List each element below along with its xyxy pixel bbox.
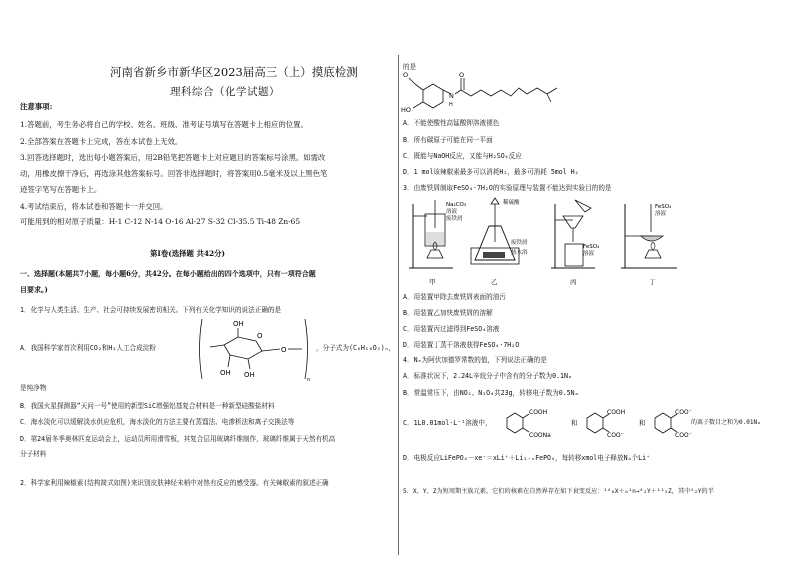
reagent-label: Na₂CO₃ [446,202,467,208]
q1-option-a-cont: 是纯净物 [20,384,47,392]
hydroxyl-label: HO [401,106,412,114]
apparatus-yi [471,198,528,286]
connector-label: 和 [639,419,646,427]
reagent-label: 废铁屑 [446,216,463,222]
q2-option-c: C．既能与NaOH反应，又能与H₂SO₄反应 [403,152,522,160]
group-label: COO⁻ [675,432,692,439]
q2-stem-cont: 的是 [403,63,417,71]
apparatus-caption: 甲 [429,278,436,286]
q4-option-d: D．电极反应LiFePO₄－xe⁻＝xLi⁺＋Li₁₋ₓFePO₄，每转移xmol电子释放Nₐ个Li⁺ [403,454,651,462]
q3-option-a: A．用装置甲除去废铁屑表面的油污 [403,293,506,301]
oh-label: OH [244,371,255,379]
section-intro: 目要求。) [20,285,48,294]
group-label: COO⁻ [675,409,692,416]
q1-option-d: D．第24届冬季奥林匹克运动会上，运动员所用滑雪板，其复合层用玻璃纤维制作，玻璃纤维属于天然有机高 [20,435,336,443]
oh-label: OH [220,369,231,377]
amide-hydrogen-label: H [449,102,453,108]
q1-option-a: A．我国科学家首次利用CO₂和H₂人工合成淀粉 [20,344,156,352]
connector-label: 和 [571,419,578,427]
q4-option-c: C．1L0.01mol·L⁻¹溶液中， [403,419,492,427]
apparatus-jia [409,200,466,286]
oh-label: OH [233,320,244,328]
reagent-label: 废铁屑 [511,240,528,246]
reagent-label: 稀硫酸 [503,200,520,206]
apparatus-diagram [405,196,695,288]
section-title: 第Ⅰ卷(选择题 共42分) [150,249,226,258]
q1-option-a-formula: ，分子式为(C₆H₁₀O₅)ₙ， [316,344,396,352]
q1-option-d-cont: 分子材料 [20,450,47,458]
q3-stem: 3．由废铁屑制取FeSO₄·7H₂O的实验原理与装置不能达到实验目的的是 [403,184,612,192]
ring-oxygen-label: O [257,332,263,340]
note-item: 4.考试结束后，将本试卷和答题卡一并交回。 [20,202,168,211]
q2-stem: 2．科学家利用辣椒素(结构简式如图)来识别皮肤神经末梢中对热有反应的感受器。有关辣椒素的叙述正确 [20,479,329,487]
apparatus-bing [551,200,600,286]
q1-option-b: B．我国火星探测器“天问一号”使用的新型SiC增强铝基复合材料是一种新型硅酸盐材料 [20,402,275,410]
q2-option-a: A．不能使酸性高锰酸钾溶液褪色 [403,119,500,127]
bridge-oxygen-label: O [281,346,287,354]
capsaicin-structure [401,68,591,116]
phthalate-structures [499,404,713,446]
page-title: 河南省新乡市新华区2023届高三（上）摸底检测 [110,65,358,79]
q4-option-a: A．标准状况下，2.24L辛烷分子中含有的分子数为0.1Nₐ [403,372,572,380]
note-item: 迹签字笔写在答题卡上。 [20,185,102,194]
apparatus-caption: 乙 [491,278,498,286]
q1-stem: 1．化学与人类生活、生产、社会可持续发展密切相关。下列有关化学知识的说法正确的是 [20,306,282,314]
right-column [399,0,794,562]
q3-option-d: D．用装置丁蒸干溶液获得FeSO₄·7H₂O [403,341,520,349]
q3-option-b: B．用装置乙加快废铁屑的溶解 [403,309,493,317]
q4-stem: 4．Nₐ为阿伏加德罗常数的值，下列说法正确的是 [403,356,547,364]
q4-option-c-suffix: 的离子数目之和为0.01Nₐ [691,419,761,426]
repeat-unit-label: n [307,377,311,383]
group-label: COO⁻ [607,432,624,439]
apparatus-ding [621,204,677,286]
note-item: 2.全部答案在答题卡上完成，答在本试卷上无效。 [20,137,183,146]
apparatus-caption: 丁 [649,278,656,286]
reagent-label: 溶液 [583,251,595,257]
note-item: 3.回答选择题时，选出每小题答案后，用2B铅笔把答题卡上对应题目的答案标号涂黑。如需改 [20,153,326,162]
section-intro: 一、选择题(本题共7小题，每小题6分，共42分。在每小题给出的四个选项中，只有一项符合题 [20,269,316,278]
q4-option-b: B．常温常压下，由NO₂、N₂O₄共23g，转移电子数为0.5Nₐ [403,389,579,397]
q3-option-c: C．用装置丙过滤得到FeSO₄溶液 [403,325,500,333]
group-label: COOH [529,409,548,416]
reagent-label: 热水浴 [511,250,528,256]
starch-structure [196,315,314,383]
note-item: 1.答题前，考生务必将自己的学校、姓名、班级、准考证号填写在答题卡上相应的位置。 [20,120,308,129]
q2-option-b: B．所有碳原子可能在同一平面 [403,136,493,144]
reagent-label: FeSO₄ [583,244,600,250]
page-subtitle: 理科综合（化学试题） [170,86,280,98]
reagent-label: 溶液 [446,209,458,215]
reagent-label: FeSO₄ [655,204,672,210]
apparatus-caption: 丙 [570,278,577,286]
carbonyl-oxygen-label: O [459,71,465,79]
q5-stem: 5．X、Y、Z为短周期主族元素，它们的核素在自然界存在如下衰变反应：¹⁴₆X＋₀¹n→⁴₂Y＋¹¹₅Z，其中⁵₂Y的半 [403,488,714,495]
atomic-mass-line: 可能用到的相对原子质量：H-1 C-12 N-14 O-16 Al-27 S-32 Cl-35.5 Ti-48 Zn-65 [20,217,301,226]
q1-option-c: C．海水淡化可以缓解淡水供应危机，海水淡化的方法主要有蒸馏法、电渗析法和离子交换法等 [20,418,295,426]
reagent-label: 溶液 [655,211,667,217]
note-item: 动，用橡皮擦干净后，再选涂其他答案标号。回答非选择题时，将答案用0.5毫米及以上黑色笔 [20,169,328,178]
q2-option-d: D．1 mol该辣椒素最多可以消耗H₂，最多可消耗 5mol H₂ [403,168,579,176]
notes-heading: 注意事项: [20,102,53,111]
group-label: COOH [607,409,626,416]
methoxy-oxygen-label: O [403,71,409,79]
amide-nitrogen-label: N [449,92,454,100]
group-label: COONa [529,432,551,439]
